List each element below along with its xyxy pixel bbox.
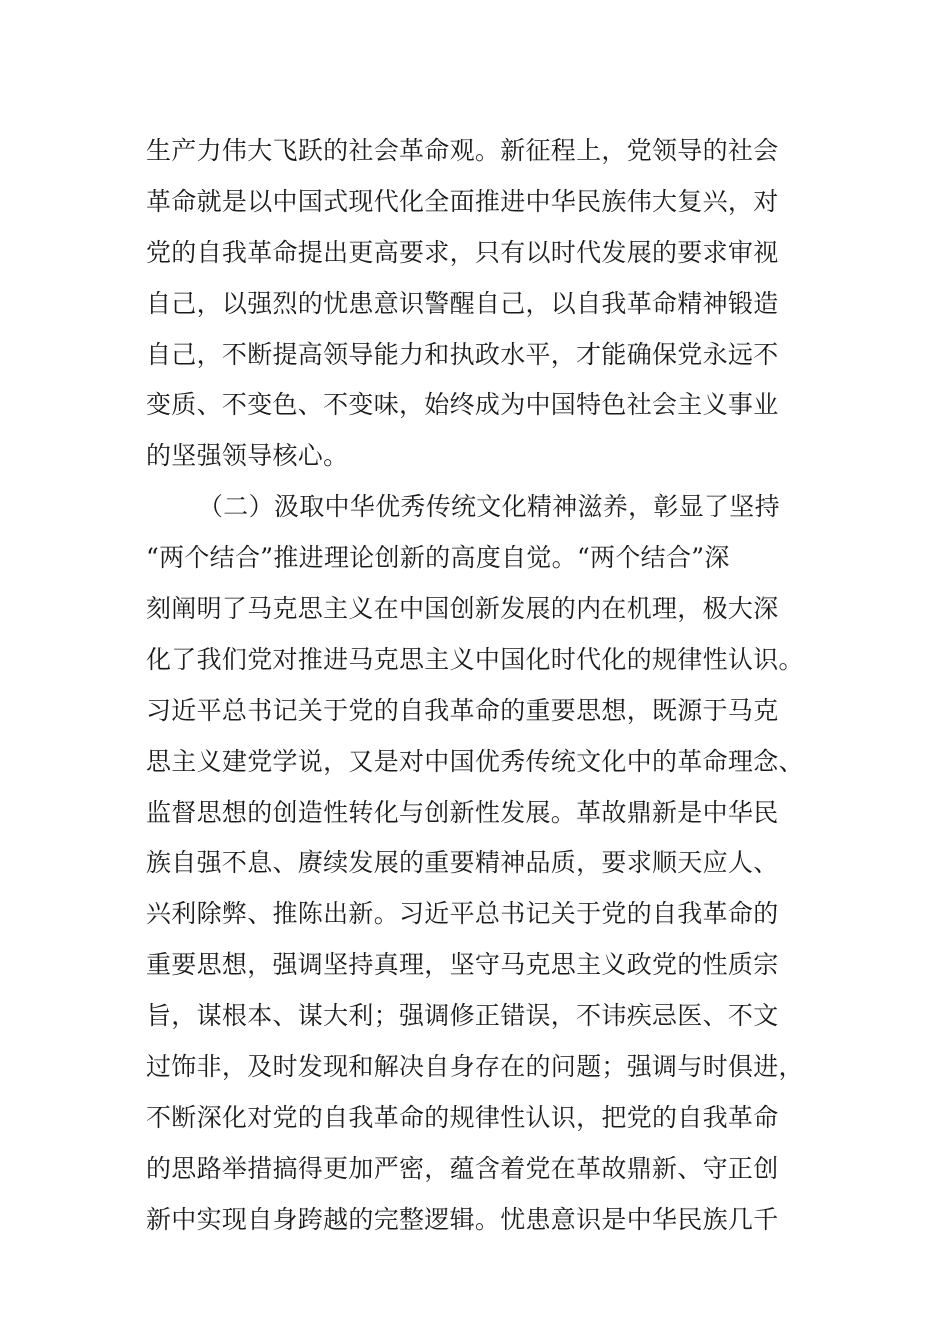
text-line: 重要思想，强调坚持真理，坚守马克思主义政党的性质宗	[146, 950, 779, 980]
text-line: 的坚强领导核心。	[146, 441, 349, 471]
text-line: 刻阐明了马克思主义在中国创新发展的内在机理，极大深	[146, 594, 779, 624]
text-line: 的思路举措搞得更加严密，蕴含着党在革故鼎新、守正创	[146, 1153, 779, 1183]
text-line: 族自强不息、赓续发展的重要精神品质，要求顺天应人、	[146, 848, 779, 878]
text-line: 思主义建党学说，又是对中国优秀传统文化中的革命理念、	[146, 746, 804, 776]
text-line: 不断深化对党的自我革命的规律性认识，把党的自我革命	[146, 1102, 779, 1132]
text-line: 党的自我革命提出更高要求，只有以时代发展的要求审视	[146, 237, 779, 267]
text-line: 习近平总书记关于党的自我革命的重要思想，既源于马克	[146, 695, 779, 725]
section-heading-line: （二）汲取中华优秀传统文化精神滋养，彰显了坚持	[198, 492, 780, 522]
text-line: 监督思想的创造性转化与创新性发展。革故鼎新是中华民	[146, 797, 779, 827]
text-line: 自己，以强烈的忧患意识警醒自己，以自我革命精神锻造	[146, 288, 779, 318]
body-text	[146, 126, 806, 1246]
text-line: 旨，谋根本、谋大利；强调修正错误，不讳疾忌医、不文	[146, 1001, 779, 1031]
text-line: 化了我们党对推进马克思主义中国化时代化的规律性认识。	[146, 644, 804, 674]
text-line: 生产力伟大飞跃的社会革命观。新征程上，党领导的社会	[146, 136, 779, 165]
text-line: 过饰非，及时发现和解决自身存在的问题；强调与时俱进，	[146, 1052, 804, 1082]
text-line: 兴利除弊、推陈出新。习近平总书记关于党的自我革命的	[146, 899, 779, 929]
text-line: 变质、不变色、不变味，始终成为中国特色社会主义事业	[146, 390, 779, 420]
text-line: 革命就是以中国式现代化全面推进中华民族伟大复兴，对	[146, 186, 779, 216]
text-line: “两个结合”推进理论创新的高度自觉。“两个结合”深	[146, 543, 730, 573]
text-line: 自己，不断提高领导能力和执政水平，才能确保党永远不	[146, 339, 779, 369]
text-line: 新中实现自身跨越的完整逻辑。忧患意识是中华民族几千	[146, 1204, 779, 1234]
